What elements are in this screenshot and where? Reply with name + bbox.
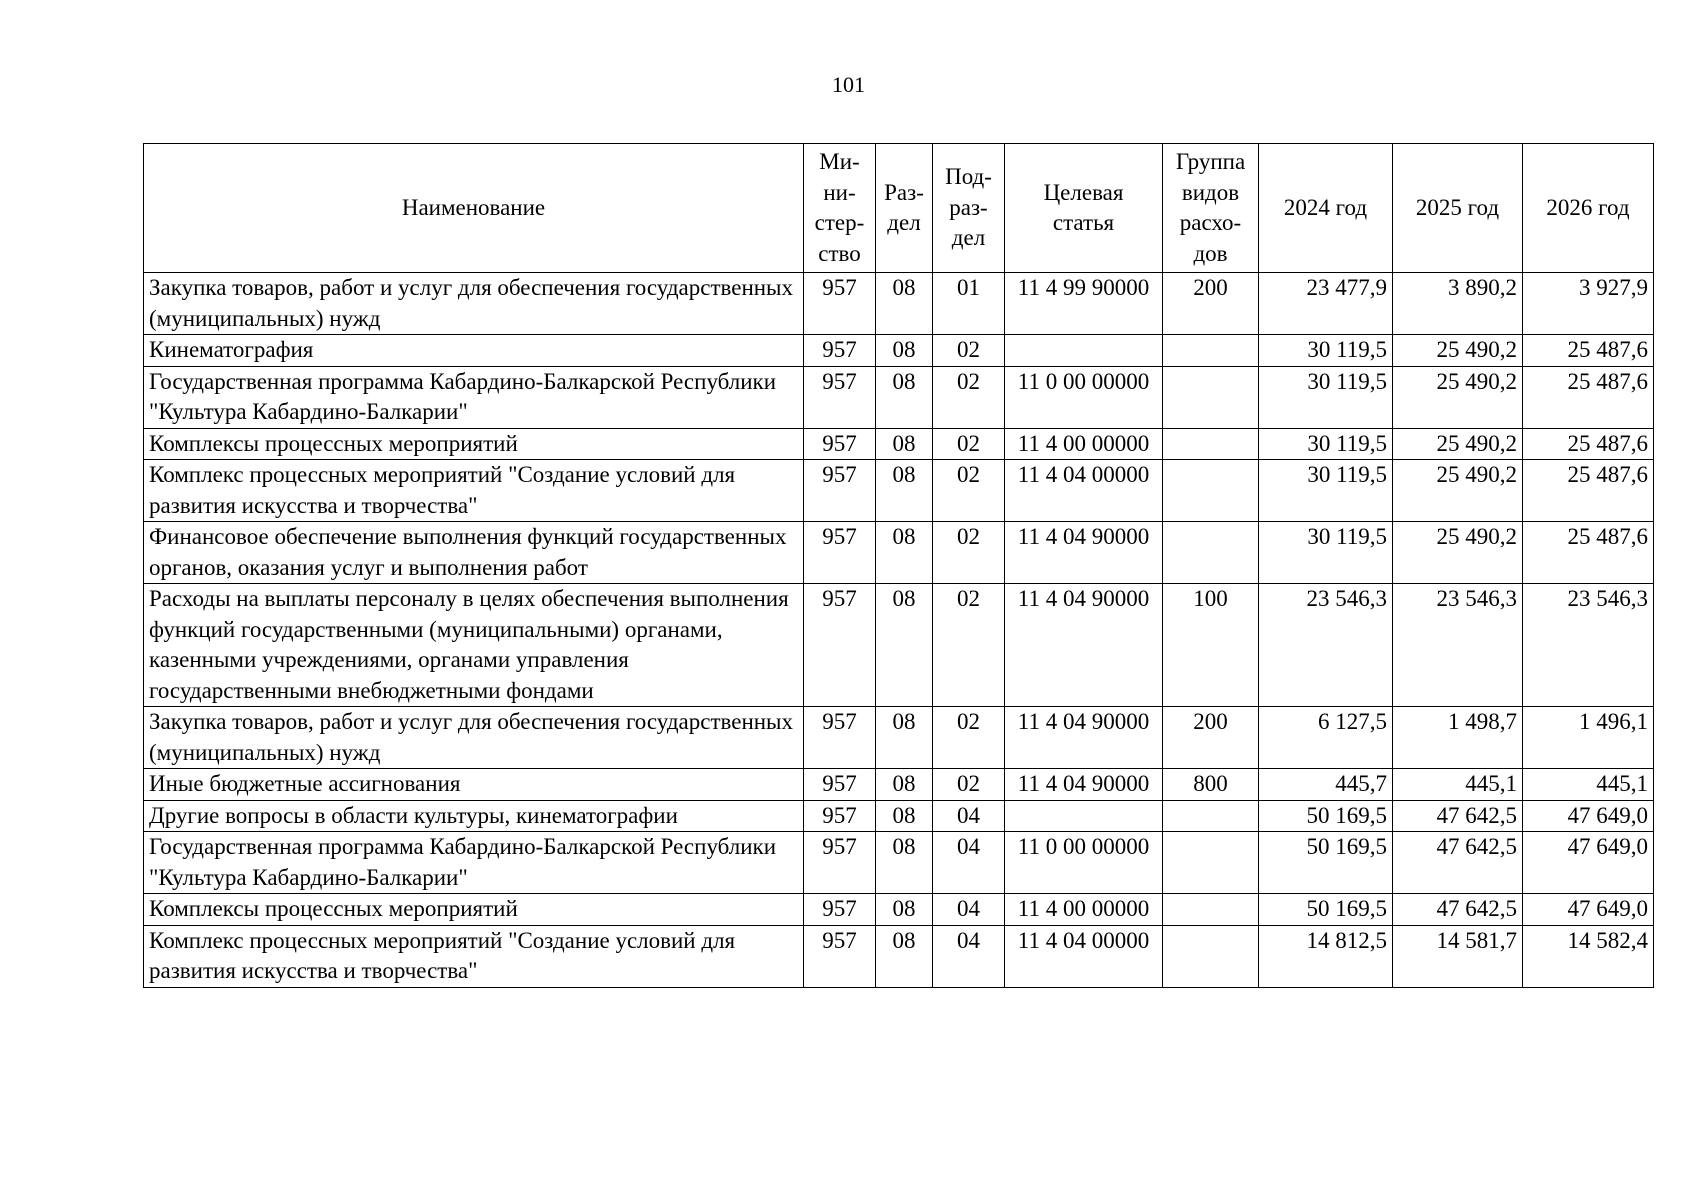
cell-subsection: 04 [933, 894, 1005, 926]
header-subsection: Под- раз- дел [933, 144, 1005, 273]
cell-subsection: 02 [933, 769, 1005, 801]
cell-2024: 50 169,5 [1259, 832, 1393, 894]
cell-2026: 3 927,9 [1523, 273, 1654, 335]
cell-subsection: 01 [933, 273, 1005, 335]
cell-ministry: 957 [804, 273, 876, 335]
cell-section: 08 [876, 460, 933, 522]
cell-2024: 14 812,5 [1259, 925, 1393, 987]
cell-2025: 25 490,2 [1393, 428, 1523, 460]
page-number: 101 [832, 72, 865, 97]
cell-expense-group [1163, 522, 1259, 584]
cell-2024: 50 169,5 [1259, 894, 1393, 926]
cell-section: 08 [876, 707, 933, 769]
header-2025: 2025 год [1393, 144, 1523, 273]
cell-name: Другие вопросы в области культуры, кинематографии [144, 800, 804, 832]
cell-expense-group [1163, 925, 1259, 987]
cell-expense-group [1163, 428, 1259, 460]
cell-2025: 47 642,5 [1393, 894, 1523, 926]
cell-name: Государственная программа Кабардино-Балкарской Республики "Культура Кабардино-Балкарии" [144, 366, 804, 428]
cell-ministry: 957 [804, 707, 876, 769]
table-row [144, 460, 1654, 522]
table-body [144, 273, 1654, 988]
cell-2026: 14 582,4 [1523, 925, 1654, 987]
cell-section: 08 [876, 800, 933, 832]
cell-2026: 445,1 [1523, 769, 1654, 801]
cell-target-article: 11 4 00 00000 [1005, 894, 1163, 926]
cell-section: 08 [876, 335, 933, 367]
table-row [144, 584, 1654, 707]
cell-target-article: 11 4 04 00000 [1005, 460, 1163, 522]
header-2026: 2026 год [1523, 144, 1654, 273]
table-row [144, 428, 1654, 460]
table-row [144, 522, 1654, 584]
cell-expense-group: 200 [1163, 707, 1259, 769]
cell-subsection: 02 [933, 428, 1005, 460]
cell-subsection: 04 [933, 925, 1005, 987]
header-expense-group: Группа видов расхо- дов [1163, 144, 1259, 273]
cell-target-article: 11 4 04 00000 [1005, 925, 1163, 987]
header-ministry: Ми- ни- стер- ство [804, 144, 876, 273]
cell-expense-group [1163, 366, 1259, 428]
cell-section: 08 [876, 832, 933, 894]
cell-subsection: 02 [933, 522, 1005, 584]
cell-2024: 23 546,3 [1259, 584, 1393, 707]
cell-subsection: 02 [933, 707, 1005, 769]
cell-name: Комплексы процессных мероприятий [144, 894, 804, 926]
cell-2024: 6 127,5 [1259, 707, 1393, 769]
table-row [144, 769, 1654, 801]
cell-expense-group: 100 [1163, 584, 1259, 707]
table-row [144, 800, 1654, 832]
cell-ministry: 957 [804, 366, 876, 428]
cell-target-article: 11 4 04 90000 [1005, 769, 1163, 801]
header-name: Наименование [144, 144, 804, 273]
cell-2025: 1 498,7 [1393, 707, 1523, 769]
cell-2026: 47 649,0 [1523, 894, 1654, 926]
cell-2024: 23 477,9 [1259, 273, 1393, 335]
cell-subsection: 02 [933, 584, 1005, 707]
cell-ministry: 957 [804, 522, 876, 584]
cell-expense-group: 800 [1163, 769, 1259, 801]
cell-target-article: 11 4 04 90000 [1005, 584, 1163, 707]
cell-2025: 47 642,5 [1393, 800, 1523, 832]
header-target-article: Целевая статья [1005, 144, 1163, 273]
header-section: Раз- дел [876, 144, 933, 273]
cell-subsection: 02 [933, 460, 1005, 522]
cell-2026: 25 487,6 [1523, 366, 1654, 428]
cell-target-article: 11 4 04 90000 [1005, 707, 1163, 769]
table-row [144, 707, 1654, 769]
cell-ministry: 957 [804, 460, 876, 522]
cell-section: 08 [876, 428, 933, 460]
table-row [144, 832, 1654, 894]
budget-table [143, 143, 1654, 988]
table-row [144, 366, 1654, 428]
cell-2024: 30 119,5 [1259, 366, 1393, 428]
cell-subsection: 02 [933, 335, 1005, 367]
cell-name: Финансовое обеспечение выполнения функций государственных органов, оказания услуг и выполнения работ [144, 522, 804, 584]
cell-section: 08 [876, 522, 933, 584]
cell-ministry: 957 [804, 584, 876, 707]
cell-expense-group [1163, 335, 1259, 367]
cell-2025: 3 890,2 [1393, 273, 1523, 335]
cell-name: Расходы на выплаты персоналу в целях обеспечения выполнения функций государственными (муниципальными) органами, казенными учреждениями, органами управления государственными внебюджетными фондами [144, 584, 804, 707]
cell-2024: 445,7 [1259, 769, 1393, 801]
cell-section: 08 [876, 273, 933, 335]
cell-2026: 25 487,6 [1523, 522, 1654, 584]
cell-ministry: 957 [804, 800, 876, 832]
cell-subsection: 04 [933, 832, 1005, 894]
cell-2025: 47 642,5 [1393, 832, 1523, 894]
cell-name: Комплексы процессных мероприятий [144, 428, 804, 460]
cell-section: 08 [876, 584, 933, 707]
cell-2024: 50 169,5 [1259, 800, 1393, 832]
cell-name: Комплекс процессных мероприятий "Создание условий для развития искусства и творчества" [144, 460, 804, 522]
cell-2025: 25 490,2 [1393, 366, 1523, 428]
table-header-row [144, 144, 1654, 273]
cell-name: Государственная программа Кабардино-Балкарской Республики "Культура Кабардино-Балкарии" [144, 832, 804, 894]
cell-2026: 25 487,6 [1523, 335, 1654, 367]
cell-2026: 1 496,1 [1523, 707, 1654, 769]
cell-2025: 25 490,2 [1393, 522, 1523, 584]
cell-name: Иные бюджетные ассигнования [144, 769, 804, 801]
cell-section: 08 [876, 366, 933, 428]
cell-ministry: 957 [804, 925, 876, 987]
cell-expense-group [1163, 460, 1259, 522]
cell-2026: 47 649,0 [1523, 832, 1654, 894]
cell-target-article: 11 0 00 00000 [1005, 832, 1163, 894]
cell-2026: 47 649,0 [1523, 800, 1654, 832]
table-row [144, 273, 1654, 335]
cell-name: Закупка товаров, работ и услуг для обеспечения государственных (муниципальных) нужд [144, 707, 804, 769]
header-2024: 2024 год [1259, 144, 1393, 273]
cell-2026: 23 546,3 [1523, 584, 1654, 707]
cell-expense-group: 200 [1163, 273, 1259, 335]
cell-ministry: 957 [804, 769, 876, 801]
cell-2024: 30 119,5 [1259, 335, 1393, 367]
cell-ministry: 957 [804, 335, 876, 367]
cell-subsection: 04 [933, 800, 1005, 832]
cell-expense-group [1163, 894, 1259, 926]
cell-target-article [1005, 800, 1163, 832]
cell-section: 08 [876, 769, 933, 801]
cell-expense-group [1163, 800, 1259, 832]
cell-2024: 30 119,5 [1259, 522, 1393, 584]
cell-2025: 14 581,7 [1393, 925, 1523, 987]
cell-2025: 23 546,3 [1393, 584, 1523, 707]
cell-target-article: 11 4 04 90000 [1005, 522, 1163, 584]
cell-target-article [1005, 335, 1163, 367]
cell-ministry: 957 [804, 832, 876, 894]
table-row [144, 335, 1654, 367]
cell-name: Комплекс процессных мероприятий "Создание условий для развития искусства и творчества" [144, 925, 804, 987]
cell-target-article: 11 4 00 00000 [1005, 428, 1163, 460]
cell-section: 08 [876, 894, 933, 926]
cell-2024: 30 119,5 [1259, 428, 1393, 460]
cell-2025: 445,1 [1393, 769, 1523, 801]
cell-2024: 30 119,5 [1259, 460, 1393, 522]
cell-2026: 25 487,6 [1523, 428, 1654, 460]
cell-name: Кинематография [144, 335, 804, 367]
cell-target-article: 11 0 00 00000 [1005, 366, 1163, 428]
cell-section: 08 [876, 925, 933, 987]
cell-2025: 25 490,2 [1393, 460, 1523, 522]
cell-name: Закупка товаров, работ и услуг для обеспечения государственных (муниципальных) нужд [144, 273, 804, 335]
cell-2025: 25 490,2 [1393, 335, 1523, 367]
cell-2026: 25 487,6 [1523, 460, 1654, 522]
table-row [144, 894, 1654, 926]
cell-subsection: 02 [933, 366, 1005, 428]
cell-ministry: 957 [804, 894, 876, 926]
cell-ministry: 957 [804, 428, 876, 460]
cell-expense-group [1163, 832, 1259, 894]
cell-target-article: 11 4 99 90000 [1005, 273, 1163, 335]
table-row [144, 925, 1654, 987]
